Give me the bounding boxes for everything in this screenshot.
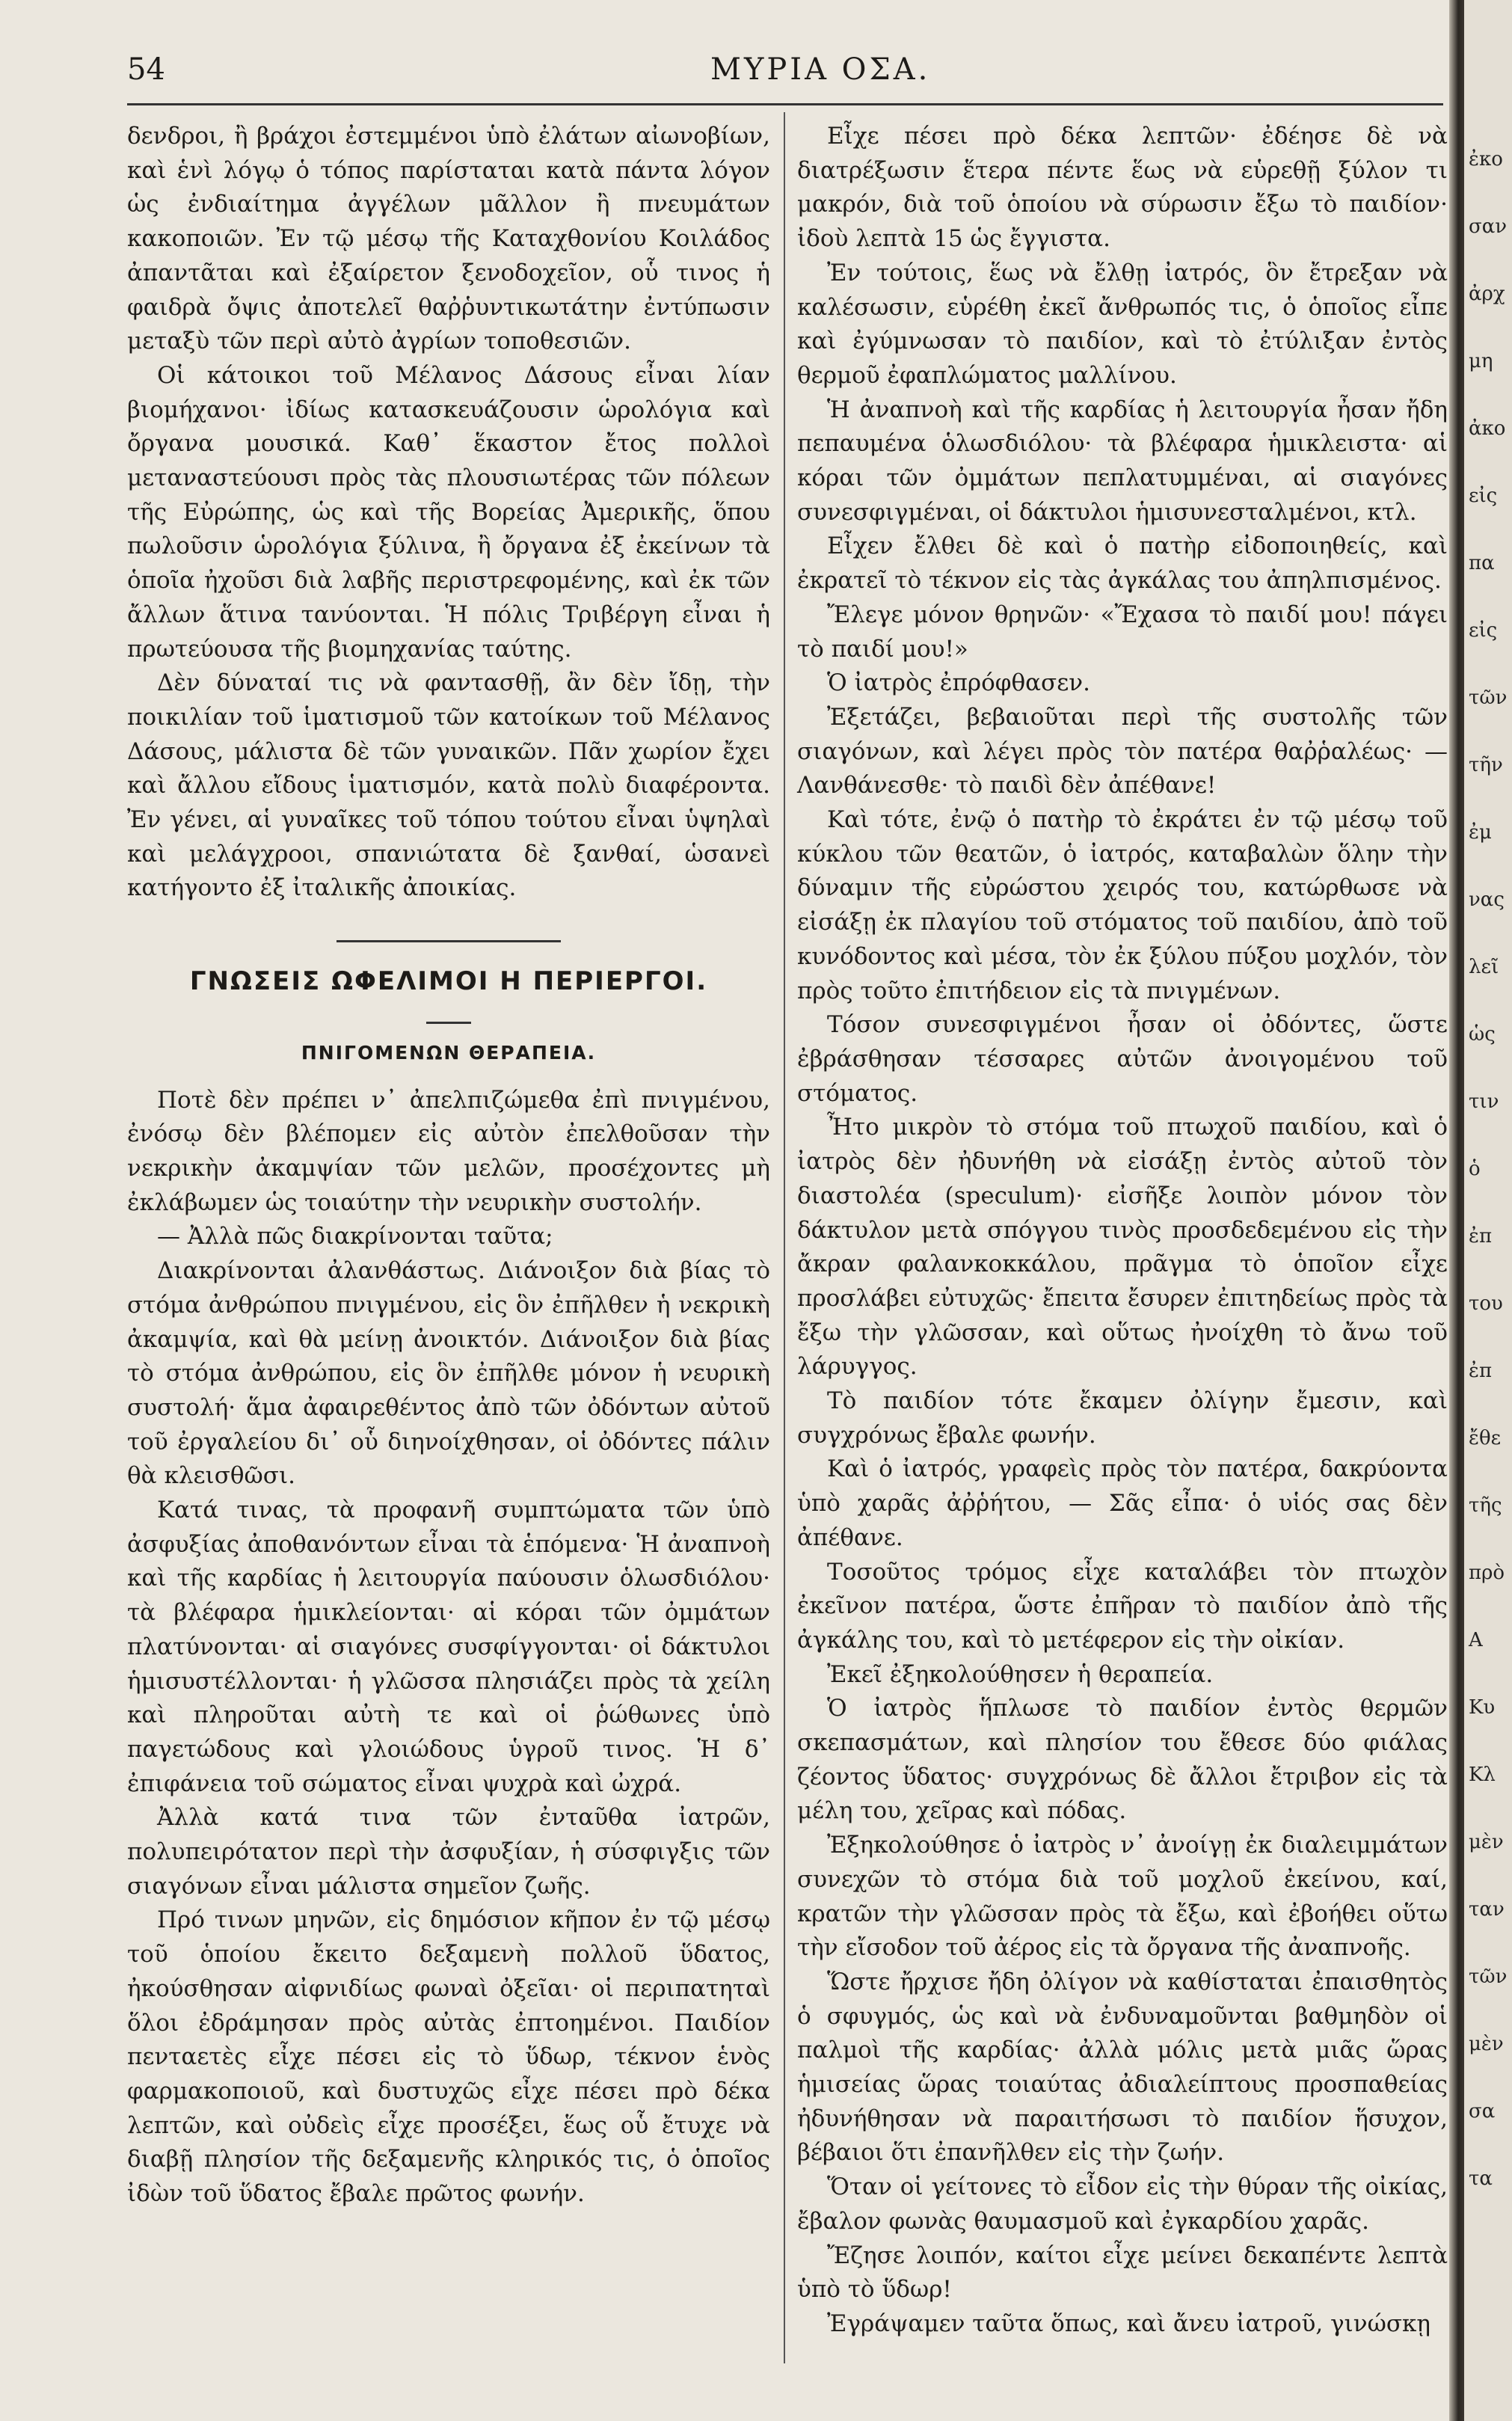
next-page-fragment: τα	[1469, 2167, 1493, 2190]
next-page-fragment: τῶν	[1469, 1966, 1508, 1988]
next-page-fragment: μὲν	[1469, 2033, 1504, 2055]
next-page-fragment: εἰς	[1469, 619, 1498, 642]
paragraph: Ὥστε ἤρχισε ἤδη ὀλίγον νὰ καθίσταται ἐπαισθητὸς ὁ σφυγμός, ὡς καὶ νὰ ἐνδυναμοῦνται βαθμηδὸν οἱ παλμοὶ τῆς καρδίας· ἀλλὰ μόλις μετὰ μιᾶς ὥρας ἡμισείας ὥρας τοιαύτας ἀδιαλείπτους προσπαθείας ἠδυνήθησαν νὰ παραιτήσωσι τὸ παιδίον ἥσυχον, βέβαιοι ὅτι ἐπανῆλθεν εἰς τὴν ζωήν.	[797, 1968, 1448, 2167]
next-page-fragment: μη	[1469, 350, 1493, 372]
paragraph: Καὶ τότε, ἐνῷ ὁ πατὴρ τὸ ἐκράτει ἐν τῷ μέσῳ τοῦ κύκλου τῶν θεατῶν, ὁ ἰατρός, καταβαλὼν ὅλην τὴν δύναμιν τῆς εὐρώστου χειρός του, κατώρθωσε νὰ εἰσάξῃ ἐκ πλαγίου τοῦ στόματος τοῦ παιδίου, ἀπὸ τοῦ κυνόδοντος καὶ μέσα, τὸν ἐκ ξύλου πύξου μοχλόν, τὸν πρὸς τοῦτο ἐπιτήδειον εἰς τὰ πνιγμένων.	[797, 806, 1448, 1004]
next-page-fragment: A	[1469, 1629, 1483, 1651]
paragraph: Καὶ ὁ ἰατρός, γραφεὶς πρὸς τὸν πατέρα, δακρύοντα ὑπὸ χαρᾶς ἀῤῥήτου, — Σᾶς εἶπα· ὁ υἱός σας δὲν ἀπέθανε.	[797, 1455, 1448, 1551]
next-page-fragment: ἐμ	[1469, 821, 1492, 844]
next-page-fragment: του	[1469, 1292, 1503, 1315]
next-page-fragment: σα	[1469, 2100, 1496, 2123]
page-header	[127, 46, 1443, 91]
paragraph: Τὸ παιδίον τότε ἔκαμεν ὀλίγην ἔμεσιν, καὶ συγχρόνως ἔβαλε φωνήν.	[797, 1387, 1448, 1449]
paragraph: Ἐν τούτοις, ἕως νὰ ἔλθῃ ἰατρός, ὃν ἔτρεξαν νὰ καλέσωσιν, εὑρέθη ἐκεῖ ἄνθρωπός τις, ὁ ὁποῖος εἶπε καὶ ἐγύμνωσαν τὸ παιδίον, καὶ τὸ ἐτύλιξαν ἐντὸς θερμοῦ ἐφαπλώματος μαλλίνου.	[797, 259, 1448, 389]
paragraph: Ἐξηκολούθησε ὁ ἰατρὸς ν᾽ ἀνοίγῃ ἐκ διαλειμμάτων συνεχῶν τὸ στόμα διὰ τοῦ μοχλοῦ ἐκείνου, καί, κρατῶν τὴν γλῶσσαν πρὸς τὰ ἔξω, καὶ ἐβοήθει οὕτω τὴν εἴσοδον τοῦ ἀέρος εἰς τὰ ὄργανα τῆς ἀναπνοῆς.	[797, 1832, 1448, 1962]
article-paragraph: Διακρίνονται ἀλανθάστως. Διάνοιξον διὰ βίας τὸ στόμα ἀνθρώπου πνιγμένου, εἰς ὃν ἐπῆλθεν ἡ νεκρικὴ ἀκαμψία, καὶ θὰ μείνῃ ἀνοικτόν. Διάνοιξον διὰ βίας τὸ στόμα ἀνθρώπου, εἰς ὃν ἐπῆλθε μόνον ἡ νευρικὴ συστολή· ἅμα ἀφαιρεθέντος ἀπὸ τῶν ὀδόντων αὐτοῦ τοῦ ἐργαλείου δι᾽ οὗ διηνοίχθησαν, οἱ ὀδόντες πάλιν θὰ κλεισθῶσι.	[127, 1257, 770, 1490]
next-page-edge	[1464, 0, 1512, 2421]
running-title: ΜΥΡΙΑ ΟΣΑ.	[710, 52, 931, 87]
paragraph: Τοσοῦτος τρόμος εἶχε καταλάβει τὸν πτωχὸν ἐκεῖνον πατέρα, ὥστε ἐπῆραν τὸ παιδίον ἀπὸ τῆς ἀγκάλης του, καὶ τὸ μετέφερον εἰς τὴν οἰκίαν.	[797, 1558, 1448, 1654]
paragraph: Ἐγράψαμεν ταῦτα ὅπως, καὶ ἄνευ ἰατροῦ, γινώσκῃ	[827, 2310, 1430, 2337]
left-column	[127, 120, 770, 2212]
next-page-fragment: ὁ	[1469, 1158, 1481, 1180]
paragraph: Εἶχεν ἔλθει δὲ καὶ ὁ πατὴρ εἰδοποιηθείς, καὶ ἐκρατεῖ τὸ τέκνον εἰς τὰς ἀγκάλας του ἀπηλπισμένος.	[797, 533, 1448, 595]
paragraph: Ὁ ἰατρὸς ἐπρόφθασεν.	[827, 669, 1090, 697]
next-page-fragment: εἰς	[1469, 485, 1498, 507]
next-page-fragment: ἐκο	[1469, 148, 1503, 171]
right-column	[797, 120, 1448, 2342]
article-paragraph: Ποτὲ δὲν πρέπει ν᾽ ἀπελπιζώμεθα ἐπὶ πνιγμένου, ἐνόσῳ δὲν βλέπομεν εἰς αὐτὸν ἐπελθοῦσαν τὴν νεκρικὴν ἀκαμψίαν τῶν μελῶν, προσέχοντες μὴ ἐκλάβωμεν ὡς τοιαύτην τὴν νευρικὴν συστολήν.	[127, 1086, 770, 1216]
next-page-fragment: ἀρχ	[1469, 283, 1505, 305]
next-page-fragment: τῶν	[1469, 687, 1508, 709]
next-page-fragment: Κυ	[1469, 1696, 1496, 1719]
next-page-fragment: ταν	[1469, 1898, 1505, 1921]
next-page-fragment: ἀκο	[1469, 417, 1506, 440]
paragraph: Ἐκεῖ ἐξηκολούθησεν ἡ θεραπεία.	[827, 1660, 1214, 1688]
next-page-fragment: μὲν	[1469, 1831, 1504, 1853]
paragraph: Ἔλεγε μόνον θρηνῶν· «Ἔχασα τὸ παιδί μου! πάγει τὸ παιδί μου!»	[797, 601, 1448, 663]
paragraph: Οἱ κάτοικοι τοῦ Μέλανος Δάσους εἶναι λίαν βιομήχανοι· ἰδίως κατασκευάζουσιν ὡρολόγια καὶ ὄργανα μουσικά. Καθ᾽ ἕκαστον ἔτος πολλοὶ μεταναστεύουσι πρὸς τὰς πλουσιωτέρας τῶν πόλεων τῆς Εὐρώπης, ὡς καὶ τῆς Βορείας Ἀμερικῆς, ὅπου πωλοῦσιν ὡρολόγια ξύλινα, ἢ ὄργανα ἐξ ἐκείνων τὰ ὁποῖα ἠχοῦσι διὰ λαβῆς περιστρεφομένης, καὶ ἐκ τῶν ἄλλων ἅτινα τανύονται. Ἡ πόλις Τριβέργη εἶναι ἡ πρωτεύουσα τῆς βιομηχανίας ταύτης.	[127, 361, 770, 663]
next-page-fragment: ἐπ	[1469, 1360, 1493, 1382]
article-paragraph: Πρό τινων μηνῶν, εἰς δημόσιον κῆπον ἐν τῷ μέσῳ τοῦ ὁποίου ἔκειτο δεξαμενὴ πολλοῦ ὕδατος, ἠκούσθησαν αἰφνιδίως φωναὶ ὀξεῖαι· οἱ περιπατηταὶ ὅλοι ἐδράμησαν πρὸς αὐτὰς ἐπτοημένοι. Παιδίον πενταετὲς εἶχε πέσει εἰς τὸ ὕδωρ, τέκνον ἑνὸς φαρμακοποιοῦ, καὶ δυστυχῶς εἶχε πέσει πρὸ δέκα λεπτῶν, καὶ οὐδεὶς εἶχε προσέξει, ἕως οὗ ἔτυχε νὰ διαβῇ πλησίον τῆς δεξαμενῆς κληρικός τις, ὁ ὁποῖος ἰδὼν τοῦ ὕδατος ἔβαλε πρῶτος φωνήν.	[127, 1906, 770, 2208]
next-page-fragment: τῆς	[1469, 1494, 1502, 1517]
article-paragraph: — Ἀλλὰ πῶς διακρίνονται ταῦτα;	[157, 1223, 553, 1251]
book-gutter	[1449, 0, 1464, 2421]
page-number: 54	[127, 52, 165, 87]
next-page-fragment: τιν	[1469, 1090, 1499, 1113]
section-title: ΓΝΩΣΕΙΣ ΩΦΕΛΙΜΟΙ Η ΠΕΡΙΕΡΓΟΙ.	[189, 966, 708, 997]
next-page-fragment: ἔθε	[1469, 1427, 1502, 1449]
next-page-fragment: λεῖ	[1469, 956, 1499, 978]
paragraph: Εἶχε πέσει πρὸ δέκα λεπτῶν· ἐδέησε δὲ νὰ διατρέξωσιν ἕτερα πέντε ἕως νὰ εὑρεθῇ ξύλον τι μακρόν, διὰ τοῦ ὁποίου νὰ σύρωσιν ἔξω τὸ παιδίον· ἰδοὺ λεπτὰ 15 ὡς ἔγγιστα.	[797, 123, 1448, 253]
section-rule	[336, 940, 561, 942]
column-divider	[784, 112, 785, 2363]
next-page-fragment: πα	[1469, 552, 1495, 574]
article-paragraph: Κατά τινας, τὰ προφανῆ συμπτώματα τῶν ὑπὸ ἀσφυξίας ἀποθανόντων εἶναι τὰ ἑπόμενα· Ἡ ἀναπνοὴ καὶ τῆς καρδίας ἡ λειτουργία παύουσιν ὁλωσδιόλου· τὰ βλέφαρα ἡμικλείονται· αἱ κόραι τῶν ὀμμάτων πλατύνονται· αἱ σιαγόνες συσφίγγονται· οἱ δάκτυλοι ἡμισυστέλλονται· ἡ γλῶσσα πλησιάζει πρὸς τὰ χείλη καὶ πληροῦται αὐτὴ τε καὶ οἱ ῥώθωνες ὑπὸ παγετώδους καὶ γλοιώδους ὑγροῦ τινος. Ἡ δ᾽ ἐπιφάνεια τοῦ σώματος εἶναι ψυχρὰ καὶ ὠχρά.	[127, 1497, 770, 1797]
paragraph: Ἔζησε λοιπόν, καίτοι εἶχε μείνει δεκαπέντε λεπτὰ ὑπὸ τὸ ὕδωρ!	[797, 2242, 1448, 2304]
article-title: ΠΝΙΓΟΜΕΝΩΝ ΘΕΡΑΠΕΙΑ.	[301, 1041, 597, 1064]
next-page-fragment: πρὸ	[1469, 1562, 1505, 1584]
paragraph: δενδροι, ἢ βράχοι ἐστεμμένοι ὑπὸ ἐλάτων αἰωνοβίων, καὶ ἑνὶ λόγῳ ὁ τόπος παρίσταται κατὰ πάντα λόγον ὡς ἐνδιαίτημα ἀγγέλων μᾶλλον ἢ πνευμάτων κακοποιῶν. Ἐν τῷ μέσῳ τῆς Καταχθονίου Κοιλάδος ἀπαντᾶται καὶ ἐξαίρετον ξενοδοχεῖον, οὗ τινος ἡ φαιδρὰ ὄψις ἀποτελεῖ θαῤῥυντικωτάτην ἐντύπωσιν μεταξὺ τῶν περὶ αὐτὸ ἀγρίων τοποθεσιῶν.	[127, 123, 770, 355]
paragraph: Ἐξετάζει, βεβαιοῦται περὶ τῆς συστολῆς τῶν σιαγόνων, καὶ λέγει πρὸς τὸν πατέρα θαῤῥαλέως· — Λανθάνεσθε· τὸ παιδὶ δὲν ἀπέθανε!	[797, 703, 1448, 800]
next-page-fragment: σαν	[1469, 215, 1508, 238]
next-page-fragment: ὡς	[1469, 1023, 1496, 1046]
paragraph: Ἦτο μικρὸν τὸ στόμα τοῦ πτωχοῦ παιδίου, καὶ ὁ ἰατρὸς δὲν ἠδυνήθη νὰ εἰσάξῃ ἐντὸς αὐτοῦ τὸν διαστολέα (speculum)· εἰσῆξε λοιπὸν μόνον τὸν δάκτυλον μετὰ σπόγγου τινὸς προσδεδεμένου εἰς τὴν ἄκραν φαλανκοκκάλου, πρᾶγμα τὸ ὁποῖον εἶχε προσλάβει εὐτυχῶς· ἔπειτα ἔσυρεν ἐπιτηδείως πρὸς τὰ ἔξω τὴν γλῶσσαν, καὶ οὕτως ἠνοίχθη τὸ ἄνω τοῦ λάρυγγος.	[797, 1114, 1448, 1381]
next-page-fragment: νας	[1469, 889, 1505, 911]
paragraph: Ὁ ἰατρὸς ἥπλωσε τὸ παιδίον ἐντὸς θερμῶν σκεπασμάτων, καὶ πλησίον του ἔθεσε δύο φιάλας ζέοντος ὕδατος· συγχρόνως δὲ ἄλλοι ἔτριβον εἰς τὰ μέλη του, χεῖρας καὶ πόδας.	[797, 1695, 1448, 1825]
short-rule	[426, 1022, 471, 1024]
header-rule	[127, 103, 1443, 105]
paragraph: Τόσον συνεσφιγμένοι ἦσαν οἱ ὀδόντες, ὥστε ἐβράσθησαν τέσσαρες αὐτῶν ἀνοιγομένου τοῦ στόματος.	[797, 1011, 1448, 1107]
article-paragraph: Ἀλλὰ κατά τινα τῶν ἐνταῦθα ἰατρῶν, πολυπειρότατον περὶ τὴν ἀσφυξίαν, ἡ σύσφιγξις τῶν σιαγόνων εἶναι μάλιστα σημεῖον ζωῆς.	[127, 1804, 770, 1900]
paragraph: Ὅταν οἱ γείτονες τὸ εἶδον εἰς τὴν θύραν τῆς οἰκίας, ἔβαλον φωνὰς θαυμασμοῦ καὶ ἐγκαρδίου χαρᾶς.	[797, 2173, 1448, 2235]
next-page-fragment: τῆν	[1469, 754, 1503, 776]
next-page-fragment: ἐπ	[1469, 1225, 1493, 1248]
paragraph: Δὲν δύναταί τις νὰ φαντασθῇ, ἂν δὲν ἴδῃ, τὴν ποικιλίαν τοῦ ἱματισμοῦ τῶν κατοίκων τοῦ Μέλανος Δάσους, μάλιστα δὲ τῶν γυναικῶν. Πᾶν χωρίον ἔχει καὶ ἄλλου εἴδους ἱματισμόν, κατὰ πολὺ διαφέροντα. Ἐν γένει, αἱ γυναῖκες τοῦ τόπου τούτου εἶναι ὑψηλαὶ καὶ μελάγχροοι, σπανιώτατα δὲ ξανθαί, ὡσανεὶ κατήγοντο ἐξ ἰταλικῆς ἀποικίας.	[127, 669, 770, 902]
paragraph: Ἡ ἀναπνοὴ καὶ τῆς καρδίας ἡ λειτουργία ἦσαν ἤδη πεπαυμένα ὁλωσδιόλου· τὰ βλέφαρα ἡμικλειστα· αἱ κόραι τῶν ὀμμάτων πεπλατυμμέναι, αἱ σιαγόνες συνεσφιγμέναι, οἱ δάκτυλοι ἡμισυνεσταλμένοι, κτλ.	[797, 396, 1448, 526]
next-page-fragment: Κλ	[1469, 1764, 1496, 1786]
